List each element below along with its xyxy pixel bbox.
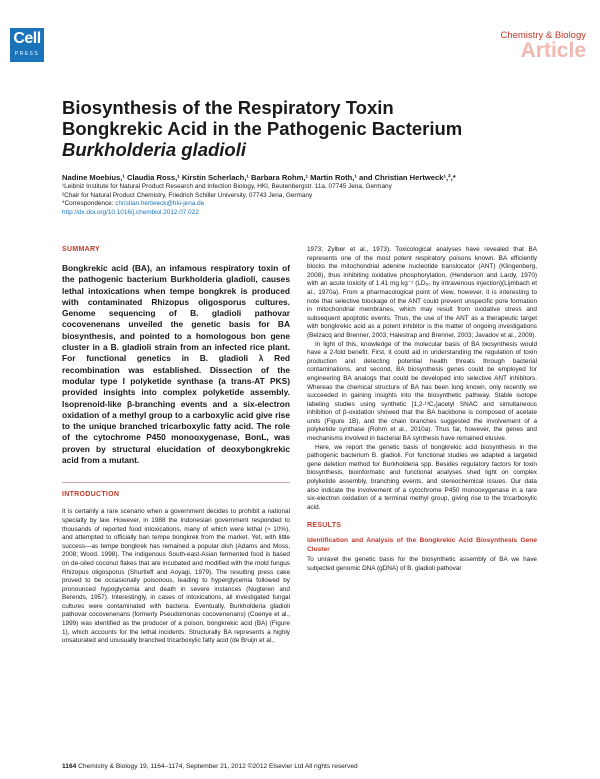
affiliation-1: ¹Leibniz Institute for Natural Product Research and Infection Biology, HKI, Beutenbergstr. 11a, 07745 Jena, Germany	[62, 183, 392, 190]
affiliation-2: ²Chair for Natural Product Chemistry, Friedrich Schiller University, 07743 Jena, Germany	[62, 191, 313, 199]
page-number: 1164	[62, 763, 77, 770]
title-line-3: Burkholderia gladioli	[62, 139, 246, 160]
page-footer	[62, 763, 358, 770]
results-subheading: Identification and Analysis of the Bongkrekic Acid Biosynthesis Gene Cluster	[307, 537, 537, 553]
cell-press-logo	[10, 28, 44, 62]
journal-name: Chemistry & Biology	[500, 30, 586, 41]
article-type: Article	[520, 39, 586, 62]
introduction-text: It is certainly a rare scenario when a government decides to prohibit a national specialty by law. However, in 1988 the Indonesian government responded to thousands of reported food intoxications, many of which were lethal (≈ 10%), and attempted to officially ban tempe bongkrek from the market. Yet, with little success—as tempe bongkrek has remained a popular dish (Adams and Moss, 2008; Wood, 1998). The indigenous South-east-Asian fermented food is based on de-oiled coconut flakes that are incubated and modified with the mold fungus Rhizopus oligosporus (Shurtleff and Aoyagi, 1979). The resulting press cake proved to be occasionally poisonous, leading to hyperglycemia followed by pronounced hypoglycemia and death in severe instances (Nugteren and Berends, 1957). Interestingly, in cases of intoxications, all investigated fungal cultures were contaminated with bacteria. Eventually, Burkholderia gladioli pathovar cocovenenans (formerly Pseudomonas cocovenenans) (Coenye et al., 1999) was identified as the producer of a poison, bongkrekic acid (BA) (Figure 1), which accounts for the lethal incidents. Structurally BA represents a highly unsaturated and unusually branched tricarboxylic fatty acid (de Bruijn et al.,	[62, 508, 290, 645]
journal-header	[500, 30, 586, 62]
results-heading: RESULTS	[307, 522, 342, 530]
section-divider	[62, 482, 290, 483]
summary-text: Bongkrekic acid (BA), an infamous respiratory toxin of the pathogenic bacterium Burkholderia gladioli, causes lethal intoxications when tempe bongkrek is produced with contaminated Rhizopus oligosporus cultures. Genome sequencing of B. gladioli pathovar cocovenenans unveiled the genetic basis for BA biosynthesis, and pointed to a homologous bon gene cluster in a B. gladioli strain from an infected rice plant. For functional genetics in B. gladioli λ Red recombination was established. Dissection of the modular type I polyketide synthase (a trans-AT PKS) provided insights into complex polyketide assembly. Isoprenoid-like β-branching events and a six-electron oxidation of a methyl group to a carboxylic acid give rise to the unique branched tricarboxylic fatty acid. The role of the cytochrome P450 monooxygenase, BonL, was proven by structural elucidation of deoxybongkrekic acid from a mutant.	[62, 263, 290, 466]
right-paragraph-3: Here, we report the genetic basis of bongkrekic acid biosynthesis in the pathogenic bacterium B. gladioli. For functional studies we adapted a targeted gene deletion method for Burkholderia spp. Besides regulatory factors for toxin biosynthesis, bioinformatic and functional analyses shed light on complex polyketide assembly, branching events, and stereochemical issues. Our data also indicate the involvement of a cytochrome P450 monooxygenase in a rare six-electron oxidation of a terminal methyl group, giving rise to the tricarboxylic acid.	[307, 443, 537, 511]
correspondence-email-link[interactable]: christian.hertweck@hki-jena.de	[115, 200, 205, 208]
summary-heading: SUMMARY	[62, 246, 101, 253]
right-paragraph-4: To unravel the genetic basis for the biosynthetic assembly of BA we have subjected genomic DNA (gDNA) of B. gladioli pathovar	[307, 556, 537, 572]
footer-citation: Chemistry & Biology 19, 1164–1174, September 21, 2012 ©2012 Elsevier Ltd All rights reserved	[78, 763, 358, 770]
author-list: Nadine Moebius,¹ Claudia Ross,¹ Kirstin Scherlach,¹ Barbara Rohm,¹ Martin Roth,¹ and Christian Hertweck¹,²,*	[62, 173, 456, 182]
title-line-1: Biosynthesis of the Respiratory Toxin	[62, 97, 394, 118]
introduction-heading: INTRODUCTION	[62, 491, 120, 499]
logo-word: Cell	[13, 30, 41, 47]
logo-sub: PRESS	[14, 51, 40, 57]
doi-link[interactable]: http://dx.doi.org/10.1016/j.chembiol.2012.07.022	[62, 208, 199, 216]
title-line-2: Bongkrekic Acid in the Pathogenic Bacterium	[62, 118, 463, 139]
right-paragraph-1: 1973; Zylber et al., 1973). Toxicological analyses have revealed that BA represents one of the most potent respiratory poisons known. BA efficiently blocks the mitochondrial adenine nucleotide translocator (ANT) (Klingenberg, 2008), thus inhibiting oxidative phosphorylation, (Henderson and Lardy, 1970) with an acute toxicity of 1.41 mg kg⁻¹ (LD₅₀ by intravenous injection)(Lijmbach et al., 1970a). From a pharmacological point of view, however, it is interesting to note that selective blockage of the ANT could prevent unspecific pore formation in mitochondrial membranes, which may result from oxidative stress and subsequent apoptotic events. Thus, the use of the ANT as a therapeutic target with bongkrekic acid as a potent inhibitor is the matter of ongoing investigations (Belzacq and Brenner, 2003; Halestrap and Brenner, 2003; Javadov et al., 2009).	[307, 246, 537, 339]
correspondence	[62, 200, 542, 209]
correspondence-label: *Correspondence:	[62, 200, 116, 208]
right-column	[307, 246, 537, 573]
article-title	[62, 97, 522, 160]
affiliations	[62, 183, 542, 217]
right-paragraph-2: In light of this, knowledge of the molecular basis of BA biosynthesis would have a 2-fold benefit. First, it could aid in understanding the regulation of toxin production and detecting potential health threats through bacterial contaminations, and second, BA biosynthesis genes could be employed for engineering BA analogs that could be developed into selective ANT inhibitors. Whereas the chemical structure of BA has been long known, only recently we succeeded in gaining insights into the biosynthetic pathway. Stable isotope labeling studies using synthetic [1,2-¹³C₂]acetyl SNAC and simultaneous inhibition of β-oxidation showed that the BA backbone is composed of acetate units (Figure 1B), and the chain branches suggested the involvement of a polyketide synthase (Rohm et al., 2010a). Thus far, however, the genes and mechanisms involved in bacterial BA synthesis have remained elusive.	[307, 340, 537, 443]
left-column	[62, 246, 290, 650]
